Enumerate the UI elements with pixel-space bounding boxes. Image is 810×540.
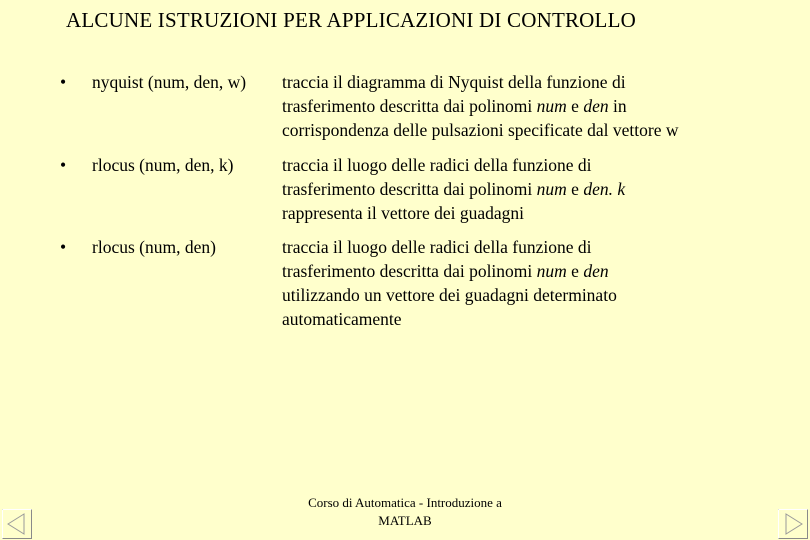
description-line: traccia il diagramma di Nyquist della funzione di	[282, 72, 626, 92]
command-rlocus: rlocus (num, den)	[92, 237, 216, 257]
bullet: •	[60, 155, 67, 175]
triangle-right-icon	[778, 509, 808, 539]
description-line	[282, 177, 762, 201]
footer-line: Corso di Automatica - Introduzione a	[308, 495, 502, 510]
description-line	[282, 94, 762, 118]
param-den: den	[583, 261, 609, 281]
bullet: •	[60, 72, 67, 92]
description-line: utilizzando un vettore dei guadagni determinato	[282, 285, 617, 305]
slide-footer	[290, 494, 520, 530]
param-num: num	[536, 179, 567, 199]
description-line: corrispondenza delle pulsazioni specificate dal vettore w	[282, 120, 679, 140]
command-rlocus-k: rlocus (num, den, k)	[92, 155, 234, 175]
description-rlocus-k	[282, 153, 762, 225]
description-line: rappresenta il vettore dei guadagni	[282, 203, 524, 223]
param-num: num	[536, 96, 567, 116]
command-nyquist: nyquist (num, den, w)	[92, 72, 247, 92]
description-nyquist	[282, 70, 762, 142]
description-line: traccia il luogo delle radici della funzione di	[282, 155, 592, 175]
description-text: e	[566, 261, 584, 281]
description-line: automaticamente	[282, 309, 402, 329]
description-text: e	[566, 179, 584, 199]
bullet: •	[60, 237, 67, 257]
next-slide-button[interactable]	[778, 509, 808, 539]
description-line	[282, 259, 762, 283]
triangle-left-icon	[2, 509, 32, 539]
previous-slide-button[interactable]	[2, 509, 32, 539]
param-den: den	[583, 96, 609, 116]
slide-title: ALCUNE ISTRUZIONI PER APPLICAZIONI DI CONTROLLO	[66, 8, 636, 32]
description-rlocus	[282, 235, 762, 331]
description-text: trasferimento descritta dai polinomi	[282, 96, 537, 116]
param-num: num	[536, 261, 567, 281]
description-text: trasferimento descritta dai polinomi	[282, 179, 537, 199]
param-den-k: den. k	[583, 179, 626, 199]
description-line: traccia il luogo delle radici della funzione di	[282, 237, 592, 257]
footer-line: MATLAB	[378, 513, 432, 528]
description-text: in	[608, 96, 627, 116]
description-text: e	[566, 96, 584, 116]
description-text: trasferimento descritta dai polinomi	[282, 261, 537, 281]
